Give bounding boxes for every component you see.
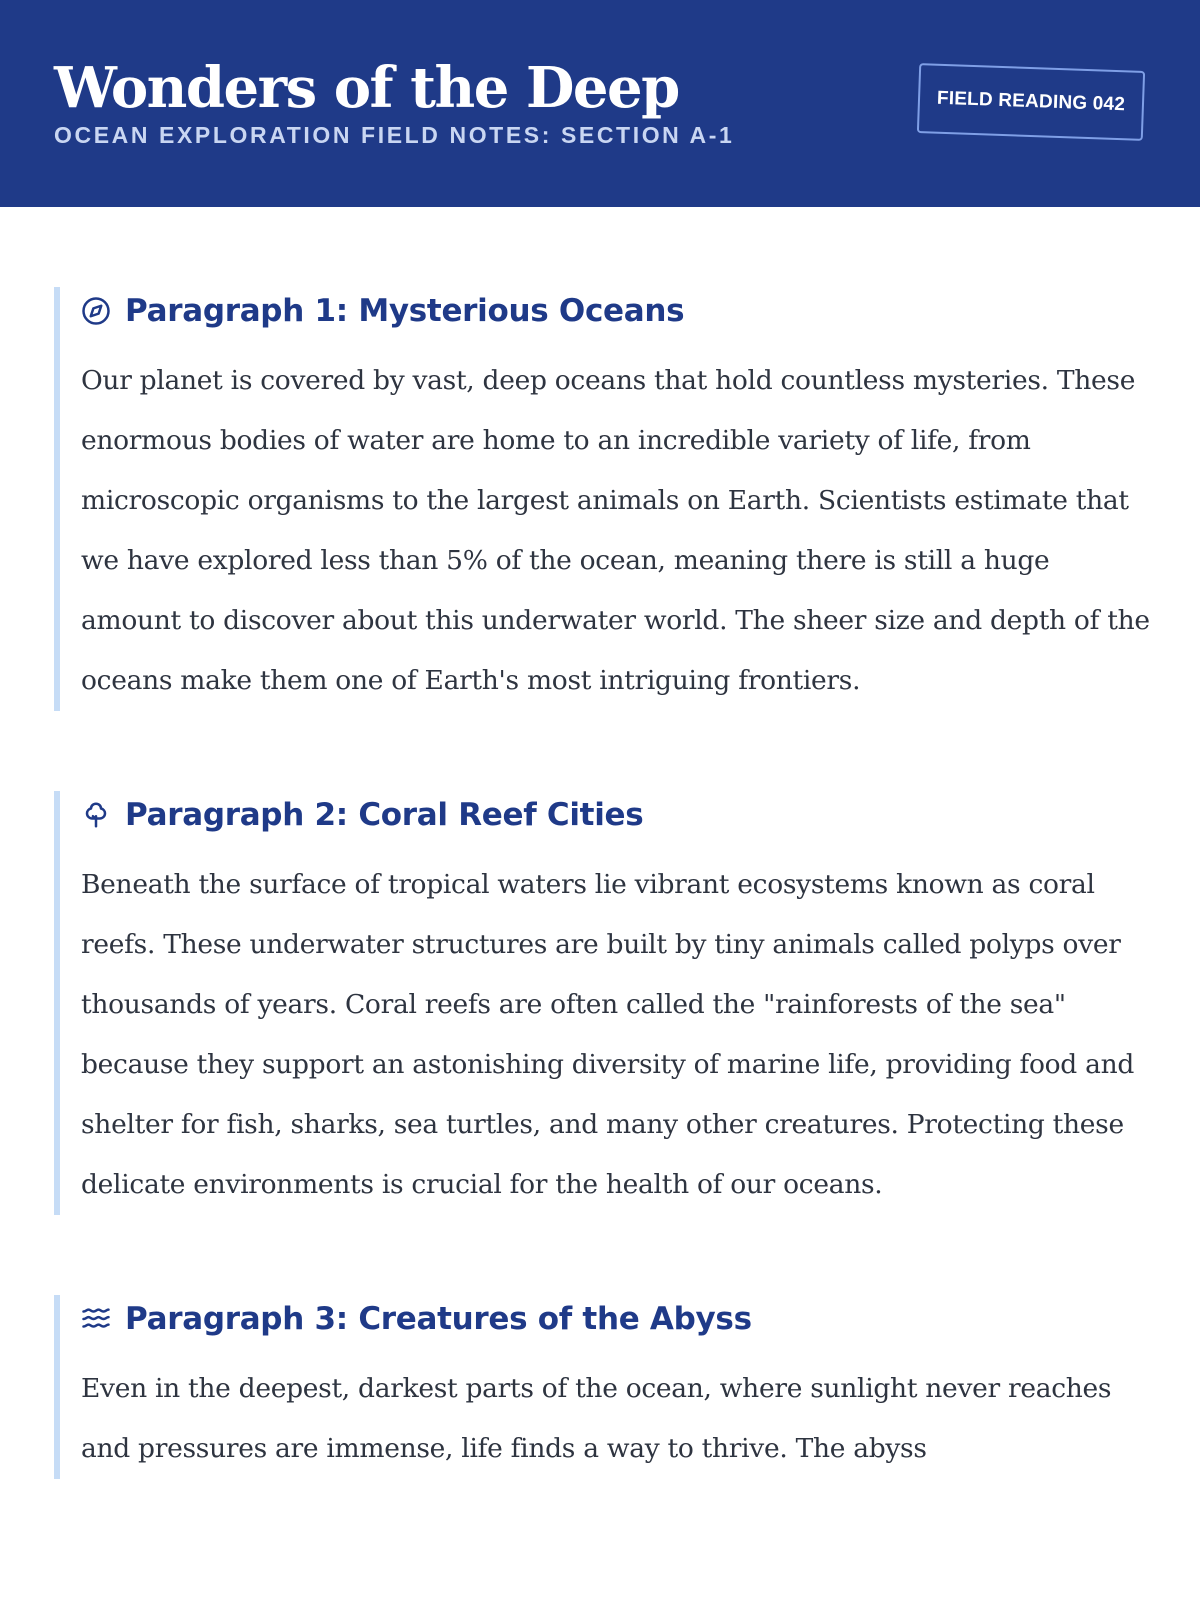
tree-icon xyxy=(81,798,115,832)
page-title: Wonders of the Deep xyxy=(54,55,679,121)
section-title: Paragraph 3: Creatures of the Abyss xyxy=(125,1301,752,1337)
section-coral-reef-cities xyxy=(54,791,1154,1215)
section-body: Even in the deepest, darkest parts of the ocean, where sunlight never reaches and pressures are immense, life finds a way to thrive. The abyss xyxy=(81,1373,1112,1464)
section-creatures-of-the-abyss xyxy=(54,1295,1154,1479)
section-body: Beneath the surface of tropical waters lie vibrant ecosystems known as coral reefs. These underwater structures are built by tiny animals called polyps over thousands of years. Coral reefs are often called the "rainforests of the sea" because they support an astonishing diversity of marine life, providing food and shelter for fish, sharks, sea turtles, and many other creatures. Protecting these delicate environments is crucial for the health of our oceans. xyxy=(81,869,1135,1200)
page-subtitle: OCEAN EXPLORATION FIELD NOTES: SECTION A-1 xyxy=(54,122,735,148)
compass-icon xyxy=(81,294,115,328)
waves-icon xyxy=(81,1302,115,1336)
main-content xyxy=(54,287,1154,1559)
field-reading-badge: FIELD READING 042 xyxy=(917,63,1145,141)
section-title: Paragraph 1: Mysterious Oceans xyxy=(125,293,685,329)
section-mysterious-oceans xyxy=(54,287,1154,711)
section-title: Paragraph 2: Coral Reef Cities xyxy=(125,797,644,833)
section-header xyxy=(81,791,1154,839)
section-header xyxy=(81,287,1154,335)
section-header xyxy=(81,1295,1154,1343)
page-header xyxy=(0,0,1200,207)
section-body: Our planet is covered by vast, deep oceans that hold countless mysteries. These enormous bodies of water are home to an incredible variety of life, from microscopic organisms to the largest animals on Earth. Scientists estimate that we have explored less than 5% of the ocean, meaning there is still a huge amount to discover about this underwater world. The sheer size and depth of the oceans make them one of Earth's most intriguing frontiers. xyxy=(81,365,1150,696)
